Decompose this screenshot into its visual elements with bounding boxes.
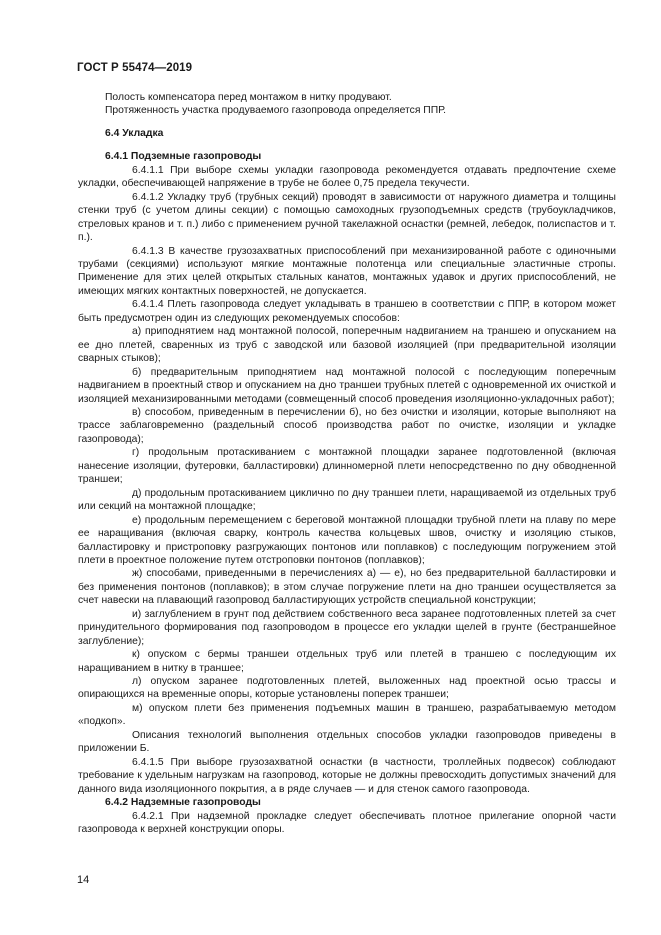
paragraph: Описания технологий выполнения отдельных способов укладки газопроводов приведены в приложении Б. [78, 729, 616, 755]
paragraph: Протяженность участка продуваемого газопровода определяется ППР. [105, 105, 446, 117]
document-body [78, 91, 616, 836]
subsection-heading: 6.4.1 Подземные газопроводы [105, 151, 262, 163]
paragraph: 6.4.1.5 При выборе грузозахватной оснастки (в частности, троллейных подвесок) соблюдают требование к удельным нагрузкам на газопровод, которые не должны превосходить допустимых значений для данного вида изоляционного покрытия, а в ряде случаев — и для стенок самого газопровода. [78, 756, 616, 795]
list-item: ж) способами, приведенными в перечислениях а) — е), но без предварительной балластировки и без применения понтонов (поплавков); в этом случае погружение плети на дно траншеи осуществляется за счет навески на плавающий газопровод балластирующих устройств специальной конструкции; [78, 568, 616, 607]
list-item: е) продольным перемещением с береговой монтажной площадки трубной плети на плаву по мере ее наращивания (включая сварку, контроль качества кольцевых швов, очистку и изоляцию стыков, балластировку и пристроповку разгружающих понтонов или поплавков) с последующим погружением этой плети в проектное положение путем отстроповки понтонов (поплавков); [78, 514, 616, 566]
document-header: ГОСТ Р 55474—2019 [77, 62, 193, 74]
list-item: в) способом, приведенным в перечислении б), но без очистки и изоляции, которые выполняют на трассе заблаговременно (раздельный способ производства работ по очистке, изоляции и укладке газопровода); [78, 406, 616, 445]
subsection-heading: 6.4.2 Надземные газопроводы [105, 797, 261, 809]
list-item: а) приподнятием над монтажной полосой, поперечным надвиганием на траншею и опусканием на ее дно плетей, сваренных из труб с заводской или базовой изоляцией (при предварительной изоляции сварных стыков); [78, 326, 616, 365]
list-item: д) продольным протаскиванием циклично по дну траншеи плети, наращиваемой из отдельных труб или секций на монтажной площадке; [78, 487, 616, 513]
page-number: 14 [77, 874, 90, 886]
paragraph: 6.4.1.4 Плеть газопровода следует укладывать в траншею в соответствии с ППР, в котором может быть предусмотрен один из следующих рекомендуемых способов: [78, 299, 616, 324]
list-item: к) опуском с бермы траншеи отдельных труб или плетей в траншею с последующим их наращиванием в нитку в траншее; [78, 649, 616, 674]
paragraph: 6.4.2.1 При надземной прокладке следует обеспечивать плотное прилегание опорной части газопровода к верхней конструкции опоры. [78, 810, 616, 836]
list-item: л) опуском заранее подготовленных плетей, выложенных над проектной осью трассы и опирающихся на временные опоры, которые установлены поперек траншеи; [78, 676, 616, 701]
paragraph: 6.4.1.1 При выборе схемы укладки газопровода рекомендуется отдавать предпочтение схеме укладки, обеспечивающей напряжение в трубе не более 0,75 предела текучести. [78, 164, 616, 190]
list-item: м) опуском плети без применения подъемных машин в траншею, разрабатываемую методом «подкоп». [78, 702, 616, 728]
paragraph: 6.4.1.3 В качестве грузозахватных приспособлений при механизированной работе с одиночными трубами (секциями) используют мягкие монтажные полотенца или специальные эластичные стропы. Применение для этих целей открытых стальных канатов, монтажных удавок и других приспособлений, не имеющих мягких контактных поверхностей, не допускается. [78, 245, 616, 297]
list-item: г) продольным протаскиванием с монтажной площадки заранее подготовленной (включая нанесение изоляции, футеровки, балластировки) длинномерной плети непосредственно по дну обводненной траншеи; [78, 447, 616, 486]
list-item: б) предварительным приподнятием над монтажной полосой с последующим поперечным надвиганием в проектный створ и опусканием на дно траншеи трубных плетей с одновременной их очисткой и изоляцией механизированными методами (совмещенный способ проведения изоляционно-укладочных работ); [78, 366, 616, 405]
section-heading: 6.4 Укладка [105, 127, 164, 139]
paragraph: 6.4.1.2 Укладку труб (трубных секций) проводят в зависимости от наружного диаметра и толщины стенки труб (с учетом длины секции) с помощью самоходных грузоподъемных средств (трубоукладчиков, стреловых кранов и т. п.) либо с применением ручной такелажной оснастки (ремней, лебедок, полиспастов и т. п.). [78, 191, 616, 244]
list-item: и) заглублением в грунт под действием собственного веса заранее подготовленных плетей за счет принудительного формирования под газопроводом в процессе его укладки щелей в грунте (бестраншейное заглубление); [78, 608, 616, 647]
paragraph: Полость компенсатора перед монтажом в нитку продувают. [105, 92, 392, 103]
